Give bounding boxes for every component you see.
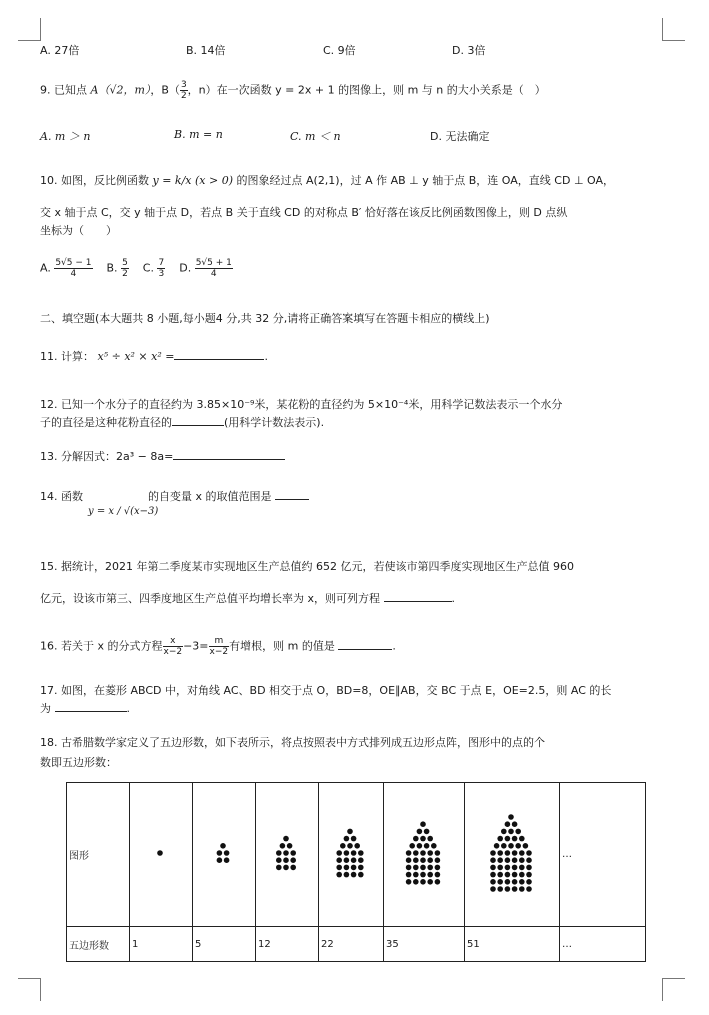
pentagon-dot — [420, 879, 426, 885]
q16-f2-num: m — [209, 636, 230, 647]
q10-opt-a-num: 5√5 − 1 — [55, 258, 92, 268]
pentagon-dot — [406, 865, 412, 871]
q10-option-c-label: C. — [142, 261, 154, 275]
q17-answer-blank[interactable] — [55, 701, 127, 712]
q9-option-a: A. m ＞ n — [40, 130, 91, 143]
pentagon-dot — [354, 843, 360, 849]
pentagon-dot — [351, 865, 357, 871]
q14-question — [40, 488, 83, 504]
section-2-heading: 二、填空题(本大题共 8 小题,每小题4 分,共 32 分,请将正确答案填写在答题卡相应的横线上) — [40, 312, 490, 325]
figure-5 — [386, 783, 460, 923]
pentagon-dot — [406, 857, 412, 863]
q10-line-3: 坐标为（ ） — [40, 224, 117, 237]
pentagonal-number-3: 12 — [256, 927, 319, 962]
pentagon-dot — [351, 850, 357, 856]
pentagon-dot — [290, 865, 296, 871]
q15-end: . — [451, 592, 456, 605]
pentagonal-number-5: 35 — [384, 927, 465, 962]
q10-option-b — [121, 258, 129, 279]
pentagon-dot — [508, 814, 514, 820]
pentagon-dot — [283, 850, 289, 856]
pentagon-dot — [413, 850, 419, 856]
pentagon-dot — [490, 850, 496, 856]
pentagon-dot — [351, 836, 357, 842]
pentagon-dot — [283, 836, 289, 842]
crop-mark-bottom-right — [662, 978, 685, 1001]
figure-1 — [132, 783, 188, 923]
pentagon-dot — [519, 879, 525, 885]
pentagon-dot — [420, 836, 426, 842]
q14-function: y = x / √(x−3) — [88, 506, 159, 517]
pentagon-dot — [276, 865, 282, 871]
pentagon-dot — [490, 872, 496, 878]
pentagon-dot — [519, 836, 525, 842]
pentagon-dot — [512, 821, 518, 827]
q10-option-c — [157, 258, 165, 279]
q11-label: 11. 计算： — [40, 350, 94, 363]
pentagon-dot — [420, 850, 426, 856]
q8-option-d: D. 3倍 — [452, 44, 486, 57]
q10-option-a-label: A. — [40, 261, 51, 275]
pentagon-dot — [157, 850, 163, 856]
q10-options — [40, 258, 233, 279]
pentagon-dot — [427, 850, 433, 856]
pentagon-dot — [512, 836, 518, 842]
q16-end: . — [392, 639, 396, 653]
pentagon-dot — [497, 836, 503, 842]
q9-question — [40, 80, 546, 101]
pentagon-dot — [413, 879, 419, 885]
q9-text-a: 9. 已知点 — [40, 83, 87, 97]
pentagon-dot — [501, 829, 507, 835]
pentagon-dot — [351, 872, 357, 878]
q10-function: y = k/x (x > 0) — [152, 174, 233, 187]
figure-cell-1 — [130, 783, 193, 927]
pentagon-dot — [417, 829, 423, 835]
pentagon-dot — [344, 836, 350, 842]
pentagon-dot — [224, 857, 230, 863]
q13-question — [40, 448, 285, 464]
figure-cell-5 — [384, 783, 465, 927]
q9-option-d: D. 无法确定 — [430, 130, 490, 143]
pentagon-dot — [512, 879, 518, 885]
pentagon-dot — [344, 865, 350, 871]
table-label-figure: 图形 — [67, 783, 130, 927]
q8-option-a: A. 27倍 — [40, 44, 80, 57]
pentagon-dot — [351, 857, 357, 863]
pentagon-dot — [358, 850, 364, 856]
q13-text: 13. 分解因式：2a³ − 8a= — [40, 450, 174, 463]
pentagon-dot — [505, 821, 511, 827]
q17-end: . — [126, 702, 130, 715]
pentagon-dot — [515, 843, 521, 849]
pentagon-dot — [490, 879, 496, 885]
figure-cell-6 — [465, 783, 560, 927]
pentagon-dot — [420, 865, 426, 871]
pentagon-dot — [508, 843, 514, 849]
pentagon-dot — [526, 886, 532, 892]
q9-text-b: ，B（ — [150, 83, 180, 97]
pentagon-dot — [494, 843, 500, 849]
pentagon-dot — [409, 843, 415, 849]
q9-frac-num: 3 — [180, 80, 187, 90]
q16-f2-den: x−2 — [209, 647, 229, 657]
pentagon-dot — [490, 886, 496, 892]
figure-4 — [321, 783, 379, 923]
pentagon-dot — [283, 857, 289, 863]
q10-option-d — [195, 258, 233, 279]
pentagon-dot — [340, 843, 346, 849]
q16-fraction-1 — [163, 636, 184, 657]
q8-option-b: B. 14倍 — [186, 44, 226, 57]
q12-text-b: (用科学计数法表示). — [224, 416, 325, 429]
q9-fraction — [180, 80, 188, 101]
q9-text-c: ，n）在一次函数 y = 2x + 1 的图像上，则 m 与 n 的大小关系是（ ） — [187, 83, 546, 97]
q10-option-a — [54, 258, 92, 279]
pentagon-dot — [526, 857, 532, 863]
q16-mid: −3= — [183, 639, 209, 653]
pentagon-dot — [413, 865, 419, 871]
pentagon-dot — [519, 850, 525, 856]
pentagon-dot — [505, 879, 511, 885]
pentagon-dot — [435, 857, 441, 863]
pentagonal-number-4: 22 — [319, 927, 384, 962]
pentagon-dot — [519, 886, 525, 892]
pentagon-dot — [519, 865, 525, 871]
pentagon-dot — [512, 857, 518, 863]
q10-opt-b-num: 5 — [122, 258, 128, 268]
pentagon-dot — [413, 872, 419, 878]
q14-answer-blank[interactable] — [275, 489, 309, 500]
q10-text-b: 的图象经过点 A(2,1)，过 A 作 AB ⊥ y 轴于点 B，连 OA，直线 CD ⊥ OA， — [236, 174, 615, 187]
pentagon-dot — [276, 850, 282, 856]
pentagon-dot — [435, 865, 441, 871]
pentagon-dot — [505, 836, 511, 842]
pentagonal-number-6: 51 — [465, 927, 560, 962]
pentagon-dot — [497, 865, 503, 871]
pentagon-dot — [505, 857, 511, 863]
pentagon-dot — [435, 850, 441, 856]
pentagon-dot — [280, 843, 286, 849]
figure-cell-4 — [319, 783, 384, 927]
pentagon-dot — [347, 843, 353, 849]
pentagon-dot — [519, 872, 525, 878]
pentagon-dot — [224, 850, 230, 856]
q16-question — [40, 636, 396, 657]
pentagon-dot — [497, 879, 503, 885]
pentagon-dot — [497, 857, 503, 863]
pentagon-dot — [358, 865, 364, 871]
pentagon-dot — [417, 843, 423, 849]
pentagon-dot — [336, 857, 342, 863]
q11-expression: x⁵ ÷ x² × x² = — [97, 350, 175, 363]
q15-text: 亿元，设该市第三、四季度地区生产总值平均增长率为 x，则可列方程 — [40, 592, 381, 605]
pentagonal-number-2: 5 — [193, 927, 256, 962]
q12-text-a: 子的直径是这种花粉直径的 — [40, 416, 172, 429]
q12-line-2 — [40, 414, 324, 430]
figure-3 — [258, 783, 314, 923]
q16-f1-num: x — [163, 636, 184, 647]
pentagon-dot — [217, 850, 223, 856]
pentagon-dot — [336, 850, 342, 856]
figure-6 — [467, 783, 555, 923]
pentagon-dot — [424, 843, 430, 849]
q17-text: 为 — [40, 702, 51, 715]
q12-answer-blank[interactable] — [172, 415, 224, 426]
pentagon-dot — [427, 872, 433, 878]
pentagon-dot — [526, 879, 532, 885]
pentagon-dot — [515, 829, 521, 835]
pentagon-dot — [512, 865, 518, 871]
q15-line-1: 15. 据统计，2021 年第二季度某市实现地区生产总值约 652 亿元，若使该市第四季度实现地区生产总值 960 — [40, 560, 574, 573]
pentagon-dot — [217, 857, 223, 863]
pentagon-dot — [406, 850, 412, 856]
q14-text-b: 的自变量 x 的取值范围是 — [148, 490, 272, 503]
pentagon-dot — [283, 865, 289, 871]
pentagon-dot — [420, 857, 426, 863]
q9-frac-den: 2 — [180, 91, 187, 101]
q10-text-a: 10. 如图，反比例函数 — [40, 174, 149, 187]
pentagon-dot — [505, 872, 511, 878]
q11-end: . — [264, 350, 268, 363]
pentagon-dot — [512, 872, 518, 878]
pentagon-dot — [490, 857, 496, 863]
pentagon-dot — [344, 850, 350, 856]
crop-mark-top-right — [662, 18, 685, 41]
q10-line-1 — [40, 172, 614, 188]
pentagon-dot — [344, 872, 350, 878]
pentagon-dot — [501, 843, 507, 849]
q12-line-1: 12. 已知一个水分子的直径约为 3.85×10⁻⁹米，某花粉的直径约为 5×10⁻⁴米，用科学记数法表示一个水分 — [40, 398, 563, 411]
pentagon-dot — [526, 850, 532, 856]
pentagon-dot — [497, 872, 503, 878]
pentagon-dot — [505, 865, 511, 871]
pentagon-dot — [424, 829, 430, 835]
pentagon-dot — [344, 857, 350, 863]
pentagon-dot — [406, 872, 412, 878]
pentagon-dot — [420, 872, 426, 878]
q9-option-b: B. m = n — [174, 128, 223, 141]
pentagon-dot — [490, 865, 496, 871]
pentagon-dot — [512, 850, 518, 856]
q10-opt-a-den: 4 — [70, 269, 77, 279]
pentagon-dot — [435, 879, 441, 885]
q16-answer-blank[interactable] — [338, 639, 392, 650]
q18-line-2: 数即五边形数： — [40, 756, 117, 769]
q16-text-b: 有增根，则 m 的值是 — [229, 639, 335, 653]
figure-cell-3 — [256, 783, 319, 927]
pentagon-dot — [220, 843, 226, 849]
q10-opt-d-num: 5√5 + 1 — [195, 258, 232, 268]
pentagon-dot — [336, 865, 342, 871]
pentagon-dot — [358, 857, 364, 863]
pentagon-dot — [290, 857, 296, 863]
q15-answer-blank[interactable] — [384, 591, 452, 602]
pentagon-dot — [427, 836, 433, 842]
q10-option-b-label: B. — [106, 261, 118, 275]
pentagon-dot — [431, 843, 437, 849]
q10-line-2: 交 x 轴于点 C，交 y 轴于点 D，若点 B 关于直线 CD 的对称点 B′ 恰好落在该反比例函数图像上，则 D 点纵 — [40, 206, 568, 219]
pentagon-dot — [427, 865, 433, 871]
pentagon-dot — [435, 872, 441, 878]
pentagon-dot — [505, 886, 511, 892]
pentagon-dot — [413, 857, 419, 863]
q11-question — [40, 348, 268, 364]
q15-line-2 — [40, 590, 455, 606]
figure-cell-ellipsis: … — [560, 783, 646, 927]
figure-cell-2 — [193, 783, 256, 927]
q10-opt-c-num: 7 — [158, 258, 165, 268]
q10-opt-d-den: 4 — [210, 269, 217, 279]
pentagon-dot — [427, 857, 433, 863]
pentagon-dot — [508, 829, 514, 835]
q18-line-1: 18. 古希腊数学家定义了五边形数，如下表所示，将点按照表中方式排列成五边形点阵，图形中的点的个 — [40, 736, 545, 749]
pentagon-dot — [347, 829, 353, 835]
pentagon-dot — [420, 821, 426, 827]
pentagon-dot — [287, 843, 293, 849]
pentagonal-number-1: 1 — [130, 927, 193, 962]
q17-line-2 — [40, 700, 130, 716]
pentagon-dot — [406, 879, 412, 885]
figure-2 — [195, 783, 251, 923]
q16-text-a: 16. 若关于 x 的分式方程 — [40, 639, 163, 653]
pentagon-dot — [526, 865, 532, 871]
pentagon-dot — [427, 879, 433, 885]
q10-option-d-label: D. — [179, 261, 192, 275]
pentagon-dot — [519, 857, 525, 863]
pentagonal-number-table — [66, 782, 646, 962]
pentagonal-number-ellipsis: … — [560, 927, 646, 962]
pentagon-dot — [413, 836, 419, 842]
table-label-pentagonal: 五边形数 — [67, 927, 130, 962]
q13-answer-blank[interactable] — [173, 449, 285, 460]
q14-text-a: 14. 函数 — [40, 490, 83, 503]
pentagon-dot — [358, 872, 364, 878]
q17-line-1: 17. 如图，在菱形 ABCD 中，对角线 AC、BD 相交于点 O，BD=8，OE∥AB，交 BC 于点 E，OE=2.5，则 AC 的长 — [40, 684, 612, 697]
pentagon-dot — [290, 850, 296, 856]
pentagon-dot — [512, 886, 518, 892]
q11-answer-blank[interactable] — [174, 349, 264, 360]
crop-mark-bottom-left — [18, 978, 41, 1001]
crop-mark-top-left — [18, 18, 41, 41]
pentagon-dot — [336, 872, 342, 878]
pentagon-dot — [526, 872, 532, 878]
pentagon-dot — [497, 886, 503, 892]
pentagon-dot — [523, 843, 529, 849]
q16-fraction-2 — [209, 636, 230, 657]
pentagon-dot — [276, 857, 282, 863]
pentagon-dot — [497, 850, 503, 856]
q16-f1-den: x−2 — [163, 647, 183, 657]
q10-opt-b-den: 2 — [122, 269, 128, 279]
pentagon-dot — [505, 850, 511, 856]
q10-opt-c-den: 3 — [158, 269, 165, 279]
q9-point-a: A（√2，m） — [90, 83, 151, 97]
q8-option-c: C. 9倍 — [323, 44, 356, 57]
q9-option-c: C. m ＜ n — [290, 130, 341, 143]
q14-question-tail — [148, 488, 309, 504]
